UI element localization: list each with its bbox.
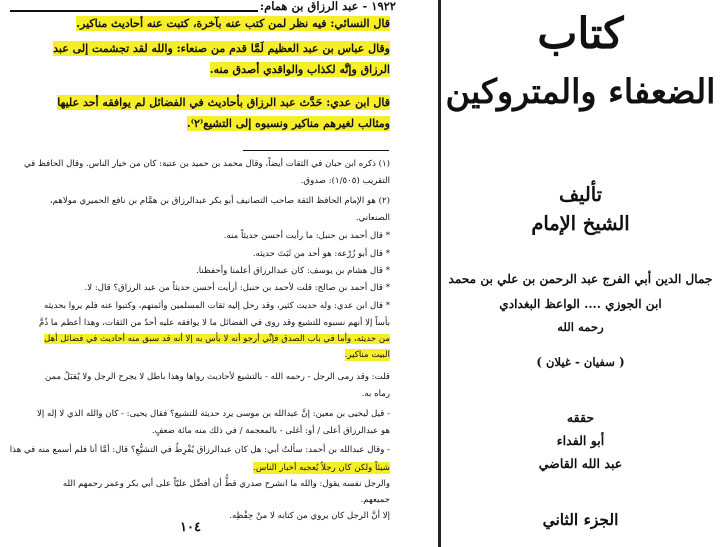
publisher-note: ( سفيان - غيلان ) bbox=[536, 355, 625, 369]
footnote-line-highlighted: من حديثه، وأما في باب الصدق فإنِّي أرجو أنه لا بأس به إلا أنه قد سبق منه أحاديث في فضائل أهل bbox=[44, 334, 390, 344]
main-text-line: قال ابن عدي: حَدَّث عبد الرزاق بأحاديث في الفضائل لم يوافقه أحد عليها bbox=[57, 96, 390, 109]
author-name-continued: ابن الجوزي .... الواعظ البغدادي bbox=[499, 297, 662, 311]
right-page bbox=[441, 0, 720, 547]
entry-heading: ١٩٢٢ - عبد الرزاق بن همام: bbox=[259, 0, 396, 13]
authored-label: تأليف bbox=[558, 183, 603, 206]
footnote-line: الصنعاني. bbox=[355, 213, 390, 223]
footnote-line: - وقال عبدالله بن أحمد: سألتُ أبي: هل كان عبدالرزاق يُفْرِطُ في التشيُّعِ؟ قال: أمَّا أنا فلم أسمع منه في هذا bbox=[9, 445, 390, 455]
shaykh-label: الشيخ الإمام bbox=[531, 212, 630, 235]
editor-name-continued: عبد الله القاضي bbox=[538, 456, 623, 471]
footnote-line: التقريب (١/٥٠٥): صدوق. bbox=[300, 176, 390, 186]
footnote-line: * قال هشام بن يوسف: كان عبدالرزاق أعلمنا وأحفظنا. bbox=[196, 266, 390, 276]
footnote-line: إلا أنَّ الرجل كان يروي من كتابه لا منْ حِفْظِه. bbox=[229, 511, 390, 521]
footnote-line: هو عبدالرزاق أعلى / أو: أغلى - بالمعجمة / في ذلك منه مائة ضعفٍ. bbox=[151, 426, 390, 436]
book-title: الضعفاء والمتروكين bbox=[445, 72, 716, 111]
edited-by-label: حققه bbox=[566, 410, 595, 425]
page-number: ١٠٤ bbox=[180, 520, 201, 535]
footnote-line: * قال أبو زُرْعة: هو أحد من ثَبَتَ حديثه. bbox=[252, 249, 390, 259]
footnote-line: جميعهم. bbox=[360, 495, 390, 505]
footnote-line: (١) ذكره ابن حبان في الثقات أيضاً، وقال محمد بن حميد بن عتبة: كان من خيار الناس. وقال الحافظ في bbox=[23, 159, 390, 169]
footnote-line: قلت: وقد رمى الرجل - رحمه الله - بالتشيع لأحاديث رواها وهذا باطل لا يجرح الرجل ولا يُقبَلُ ممن bbox=[44, 372, 390, 382]
editor-name: أبو الفداء bbox=[556, 433, 605, 448]
main-text-line: قال النسائي: فيه نظر لمن كتب عنه بآخرة، كتبت عنه أحاديث مناكير. bbox=[76, 17, 390, 30]
footnote-line-highlighted: شيئاً ولكن كان رجلاً يُعجبه أخبار الناس. bbox=[253, 463, 390, 473]
footnote-line: - قيل ليحيى بن معين: إنَّ عبدالله بن موسى يرد حديثه للتشيع؟ فقال يحيى: - كان والله الذي لا إله إلا bbox=[36, 409, 390, 419]
main-text-line: ومثالب لغيرهم مناكير ونسبوه إلى التشيع⁽٢⁾. bbox=[186, 117, 390, 130]
prayer-phrase: رحمه الله bbox=[557, 320, 604, 334]
volume-label: الجزء الثاني bbox=[542, 510, 619, 529]
main-text-line: الرزاق وإنَّه لكذاب والواقدي أصدق منه. bbox=[209, 63, 390, 76]
footnote-line: * قال ابن عدي: وله حديث كثير، وقد رحل إليه ثقات المسلمين وأئمتهم، وكتبوا عنه فلم يروا بحديثه bbox=[43, 301, 390, 311]
footnote-line: * قال أحمد بن صالح: قلت لأحمد بن حنبل: أرأيت أحسن حديثاً من عبد الرزاق؟ قال: لا. bbox=[84, 283, 390, 293]
footnote-line-highlighted: البيت مناكير. bbox=[344, 350, 390, 360]
main-text-line: وقال عباس بن عبد العظيم لَمَّا قدم من صنعاء: والله لقد تجشمت إلى عبد bbox=[53, 42, 390, 55]
footnote-line: والرجل نفسه يقول: والله ما انشرح صدري قطُّ أن أفضِّل عليّاً على أبي بكر وعمر رحمهم الله bbox=[62, 479, 390, 489]
footnote-rule bbox=[243, 150, 389, 151]
book-title-top: كتاب bbox=[537, 9, 624, 59]
footnote-line: بأساً إلا أنهم نسبوه للتشيع وقد روى في الفضائل ما لا يوافقه عليه أحدٌ من الثقات، وهذا أعظم ما ذُمَّ bbox=[39, 318, 390, 328]
footnote-line: * قال أحمد بن حنبل: ما رأيت أحسن حديثاً منه. bbox=[223, 231, 390, 241]
footnote-line: رماه به. bbox=[361, 389, 390, 399]
author-name: جمال الدين أبي الفرج عبد الرحمن بن علي بن محمد bbox=[448, 272, 713, 286]
footnote-line: (٢) هو الإمام الحافظ الثقة صاحب التصانيف أبو بكر عبدالرزاق بن همَّام بن نافع الحميري مولاهم، bbox=[49, 196, 390, 206]
